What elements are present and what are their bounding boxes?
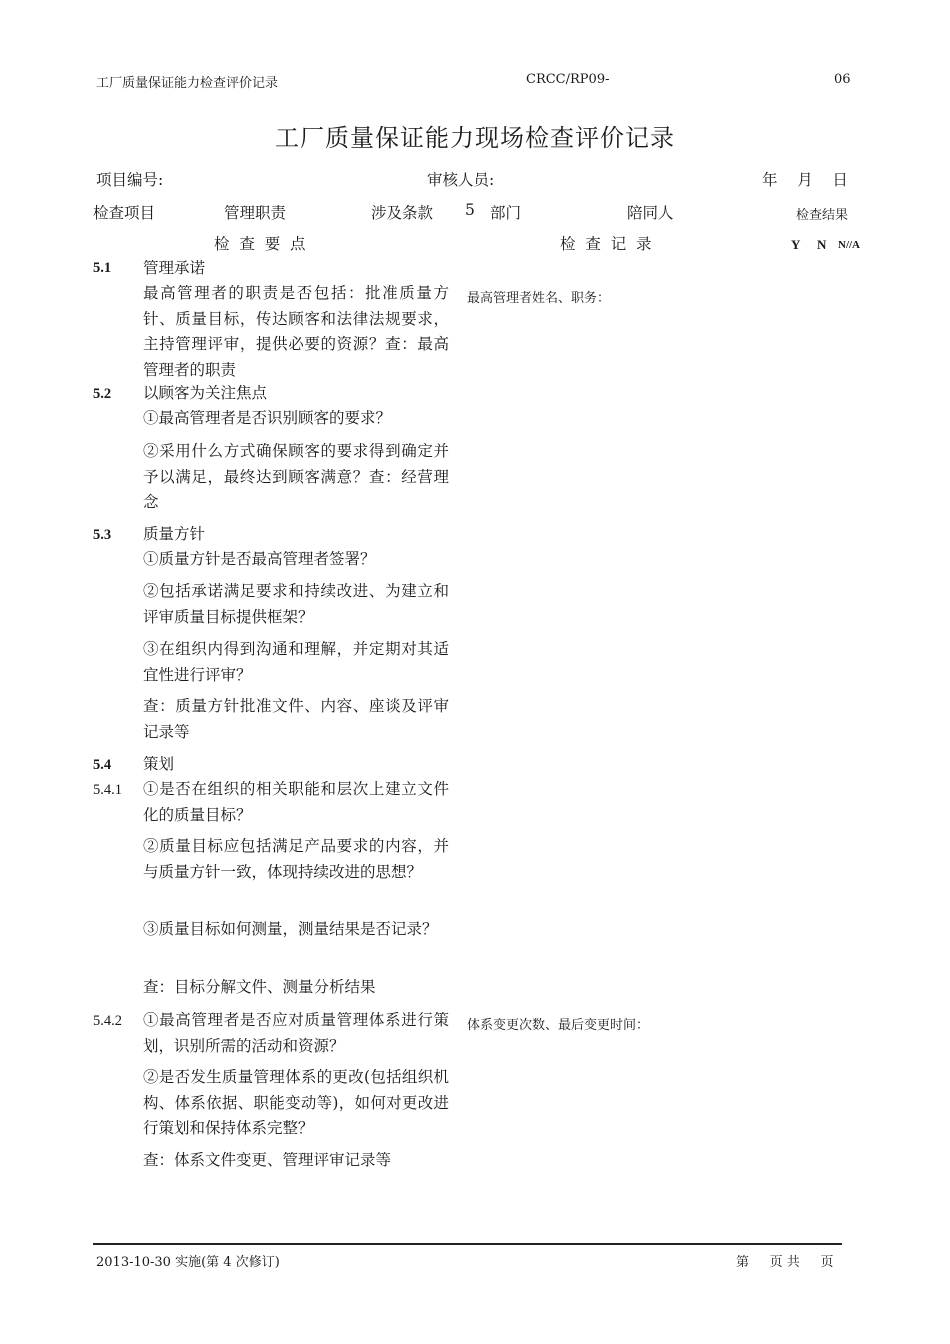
clause-label: 涉及条款 <box>371 204 434 222</box>
clause-value: 5 <box>465 201 475 219</box>
subsection-number: 5.4.2 <box>93 1013 122 1029</box>
check-item-value: 管理职责 <box>224 204 287 222</box>
result-na-header: N//A <box>838 239 860 251</box>
check-records-header: 检 查 记 录 <box>560 235 652 253</box>
check-record-text: 最高管理者姓名、职务： <box>467 291 611 306</box>
section-title: 以顾客为关注焦点 <box>143 384 268 402</box>
section-title: 策划 <box>143 755 175 773</box>
check-point-text: 查：目标分解文件、测量分析结果 <box>143 978 376 996</box>
department-label: 部门 <box>490 204 522 222</box>
check-item-label: 检查项目 <box>93 204 156 222</box>
result-no-header: N <box>817 237 827 252</box>
check-point-text: ③在组织内得到沟通和理解，并定期对其适宜性进行评审？ <box>143 640 449 684</box>
check-point-text: ①最高管理者是否识别顾客的要求？ <box>143 409 392 427</box>
page-title: 工厂质量保证能力现场检查评价记录 <box>275 124 675 152</box>
check-point-text: 查：质量方针批准文件、内容、座谈及评审记录等 <box>143 697 449 741</box>
date-label: 年 月 日 <box>762 171 848 189</box>
check-points-header: 检 查 要 点 <box>214 235 306 253</box>
check-point-text: ①质量方针是否最高管理者签署？ <box>143 550 376 568</box>
section-title: 管理承诺 <box>143 259 206 277</box>
subsection-number: 5.4.1 <box>93 782 122 798</box>
check-point-text: 最高管理者的职责是否包括：批准质量方针、质量目标，传达顾客和法律法规要求，主持管理评审，提供必要的资源？查：最高管理者的职责 <box>143 284 449 379</box>
footer-page-number: 第 页 共 页 <box>736 1255 834 1270</box>
result-yes-header: Y <box>791 237 801 252</box>
accompany-label: 陪同人 <box>627 204 674 222</box>
header-doc-version: 06 <box>834 72 851 87</box>
header-doc-code: CRCC/RP09- <box>526 72 610 87</box>
check-point-text: ①是否在组织的相关职能和层次上建立文件化的质量目标？ <box>143 780 449 824</box>
check-point-text: ②包括承诺满足要求和持续改进、为建立和评审质量目标提供框架？ <box>143 582 449 626</box>
header-doc-title: 工厂质量保证能力检查评价记录 <box>96 76 279 91</box>
check-point-text: 查：体系文件变更、管理评审记录等 <box>143 1151 392 1169</box>
auditor-label: 审核人员: <box>427 171 495 189</box>
section-number: 5.4 <box>93 757 112 773</box>
check-point-text: ②质量目标应包括满足产品要求的内容，并与质量方针一致，体现持续改进的思想？ <box>143 837 449 881</box>
check-point-text: ①最高管理者是否应对质量管理体系进行策划，识别所需的活动和资源？ <box>143 1011 449 1055</box>
check-result-label: 检查结果 <box>796 208 849 223</box>
check-record-text: 体系变更次数、最后变更时间： <box>467 1018 650 1033</box>
section-title: 质量方针 <box>143 525 206 543</box>
section-number: 5.1 <box>93 260 112 276</box>
check-point-text: ③质量目标如何测量，测量结果是否记录？ <box>143 920 438 938</box>
section-number: 5.3 <box>93 527 112 543</box>
footer-effective-date: 2013-10-30 实施(第 4 次修订) <box>96 1255 280 1270</box>
check-point-text: ②是否发生质量管理体系的更改(包括组织机构、体系依据、职能变动等)，如何对更改进行策划和保持体系完整？ <box>143 1068 449 1137</box>
project-number-label: 项目编号: <box>96 171 164 189</box>
footer-divider <box>93 1243 842 1245</box>
section-number: 5.2 <box>93 386 112 402</box>
check-point-text: ②采用什么方式确保顾客的要求得到确定并予以满足，最终达到顾客满意？查：经营理念 <box>143 442 449 511</box>
